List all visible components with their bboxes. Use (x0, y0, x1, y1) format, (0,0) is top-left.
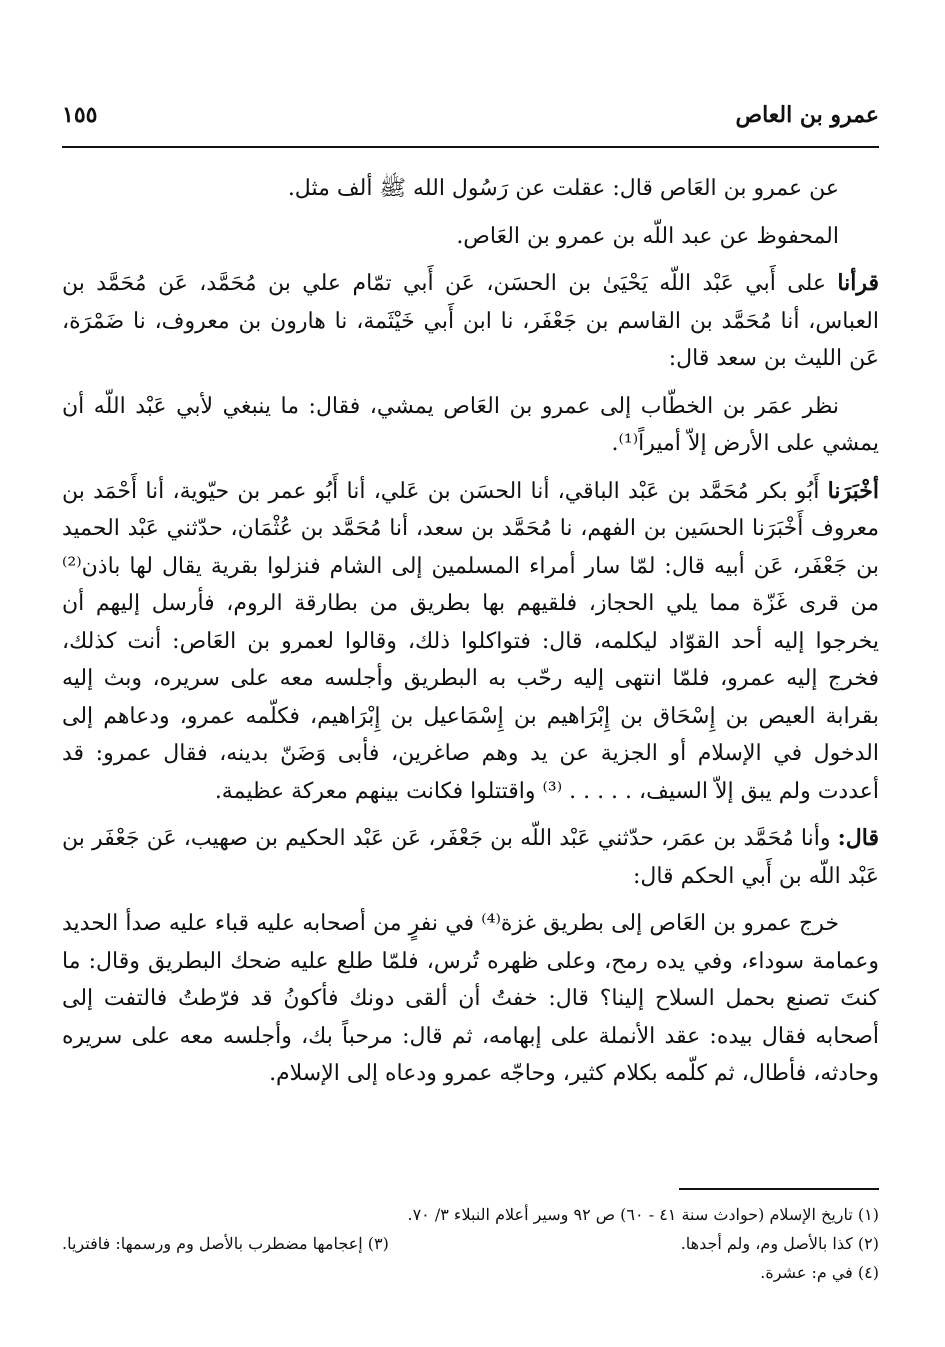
paragraph-5 (62, 473, 879, 811)
paragraph-2: المحفوظ عن عبد اللّه بن عمرو بن العَاص. (456, 223, 839, 249)
footnote-2: (٢) كذا بالأصل وم، ولم أجدها. (680, 1234, 879, 1253)
paragraph-6-lead: قال: (837, 825, 879, 851)
running-title: عمرو بن العاص (735, 102, 879, 128)
paragraph-6 (62, 820, 879, 895)
paragraph-3-lead: قرأنا (837, 270, 879, 296)
main-text (62, 170, 879, 1103)
footnote-separator (679, 1188, 879, 1190)
footnote-3: (٣) إعجامها مضطرب بالأصل وم ورسمها: فافتريا. (62, 1234, 389, 1253)
footnote-1: (١) تاريخ الإسلام (حوادث سنة ٤١ - ٦٠) ص ٩٢ وسير أعلام النبلاء ٣/ ٧٠. (407, 1205, 879, 1224)
paragraph-3 (62, 265, 879, 378)
paragraph-5-lead: أخْبَرَنا (827, 477, 879, 504)
paragraph-3-text: على أَبي عَبْد اللّه يَحْيَىٰ بن الحسَن، عَن أَبي تمّام علي بن مُحَمَّد، عَن مُحَمَّد بن العباس، أنا مُحَمَّد بن القاسم بن جَعْفَر، نا ابن أَبي خَيْثَمة، نا هارون بن معروف، نا ضَمْرَة، عَن الليث بن سعد قال: (62, 271, 879, 371)
paragraph-1: عن عمرو بن العَاص قال: عقلت عن رَسُول الله ﷺ ألف مثل. (287, 176, 839, 201)
footnote-4: (٤) في م: عشرة. (760, 1263, 879, 1282)
paragraph-4: نظر عمَر بن الخطّاب إلى عمرو بن العَاص يمشي، فقال: ما ينبغي لأبي عَبْد اللّه أن يمشي على الأرض إلاّ أميراً⁽¹⁾. (62, 393, 879, 456)
paragraph-7: خرج عمرو بن العَاص إلى بطريق غزة⁽⁴⁾ في نفرٍ من أصحابه عليه قباء عليه صدأ الحديد وعمامة سوداء، وفي يده رمح، وعلى ظهره تُرس، فلمّا طلع عليه ضحك البطريق وقال: ما كنتَ تصنع بحمل السلاح إلينا؟ قال: خفتُ أن ألقى دونك فأكونُ قد فرّطتُ فالتفت إلى أصحابه فقال بيده: عقد الأنملة على إبهامه، ثم قال: مرحباً بك، وأجلسه معه على سريره وحادثه، فأطال، ثم كلّمه بكلام كثير، وحاجّه عمرو ودعاه إلى الإسلام. (62, 911, 879, 1086)
paragraph-5-text: أَبُو بكر مُحَمَّد بن عَبْد الباقي، أنا الحسَن بن عَلي، أنا أَبُو عمر بن حيّوية، أنا أَحْمَد بن معروف أَخْبَرَنا الحسَين بن الفهم، نا مُحَمَّد بن سعد، أنا مُحَمَّد بن عُثْمَان، حدّثني عَبْد الحميد بن جَعْفَر، عَن أبيه قال: لمّا سار أمراء المسلمين إلى الشام فنزلوا بقرية يقال لها باذن⁽²⁾ من قرى غَزّة مما يلي الحجاز، فلقيهم بها بطريق من بطارقة الروم، فأرسل إليهم أن يخرجوا إليه أحد القوّاد ليكلمه، قال: فتواكلوا ذلك، وقالوا لعمرو بن العَاص: أنت كذلك، فخرج إليه عمرو، فلمّا انتهى إليه رحّب به البطريق وأجلسه معه على سريره، وبث إليه بقرابة العيص بن إِسْحَاق بن إِبْرَاهيم بن إِسْمَاعيل بن إِبْرَاهيم، فكلّمه عمرو، ودعاهم إلى الدخول في الإسلام أو الجزية عن يد وهم صاغرين، فأبى وَضَنّ بدينه، فقال عمرو: قد أعددت ولم يبق إلاّ السيف، . . . . . ⁽³⁾ واقتتلوا فكانت بينهم معركة عظيمة. (62, 478, 879, 804)
page-number: ١٥٥ (62, 102, 98, 128)
footnote-row-2 (62, 1229, 879, 1258)
paragraph-6-text: وأنا مُحَمَّد بن عمَر، حدّثني عَبْد اللّه بن جَعْفَر، عَن عَبْد الحكيم بن صهيب، عَن جَعْفَر بن عَبْد اللّه بن أَبي الحكم قال: (62, 826, 879, 889)
footnotes (62, 1200, 879, 1287)
page-header (62, 100, 879, 148)
